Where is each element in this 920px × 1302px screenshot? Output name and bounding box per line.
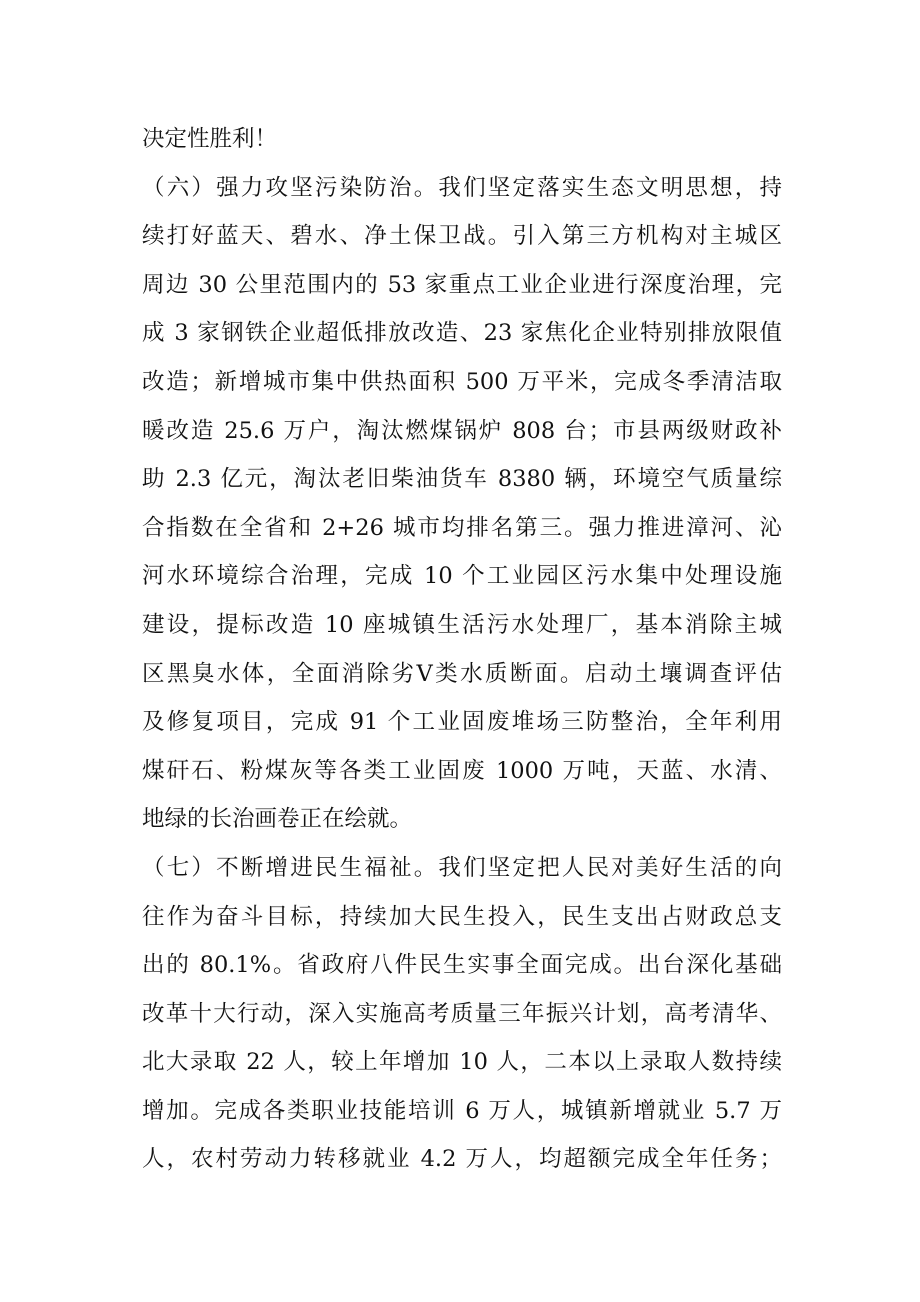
text-line: 决定性胜利！ [142,126,278,152]
text-line: （七）不断增进民生福祉。我们坚定把人民对美好生活的向 [142,854,782,881]
text-line: 北大录取 22 人，较上年增加 10 人，二本以上录取人数持续 [142,1049,782,1076]
text-line: 成 3 家钢铁企业超低排放改造、23 家焦化企业特别排放限值 [142,320,782,347]
body-text [142,115,782,1184]
text-line: 人，农村劳动力转移就业 4.2 万人，均超额完成全年任务； [142,1146,782,1173]
text-line: （六）强力攻坚污染防治。我们坚定落实生态文明思想，持 [142,174,782,201]
text-line: 及修复项目，完成 91 个工业固废堆场三防整治，全年利用 [142,709,782,736]
text-line: 煤矸石、粉煤灰等各类工业固废 1000 万吨，天蓝、水清、 [142,757,782,784]
text-line: 出的 80.1%。省政府八件民生实事全面完成。出台深化基础 [142,952,782,979]
text-line: 合指数在全省和 2+26 城市均排名第三。强力推进漳河、沁 [142,514,782,541]
text-line: 续打好蓝天、碧水、净土保卫战。引入第三方机构对主城区 [142,223,782,250]
text-line: 建设，提标改造 10 座城镇生活污水处理厂，基本消除主城 [142,611,782,638]
text-line: 改造；新增城市集中供热面积 500 万平米，完成冬季清洁取 [142,368,782,395]
text-line: 增加。完成各类职业技能培训 6 万人，城镇新增就业 5.7 万 [142,1097,782,1124]
text-line: 改革十大行动，深入实施高考质量三年振兴计划，高考清华、 [142,1000,782,1027]
text-line: 河水环境综合治理，完成 10 个工业园区污水集中处理设施 [142,563,782,590]
text-line: 助 2.3 亿元，淘汰老旧柴油货车 8380 辆，环境空气质量综 [142,466,782,493]
text-line: 周边 30 公里范围内的 53 家重点工业企业进行深度治理，完 [142,271,782,298]
text-line: 区黑臭水体，全面消除劣Ⅴ类水质断面。启动土壤调查评估 [142,660,782,687]
text-line: 地绿的长治画卷正在绘就。 [142,806,413,833]
text-line: 往作为奋斗目标，持续加大民生投入，民生支出占财政总支 [142,903,782,930]
text-line: 暖改造 25.6 万户，淘汰燃煤锅炉 808 台；市县两级财政补 [142,417,782,444]
